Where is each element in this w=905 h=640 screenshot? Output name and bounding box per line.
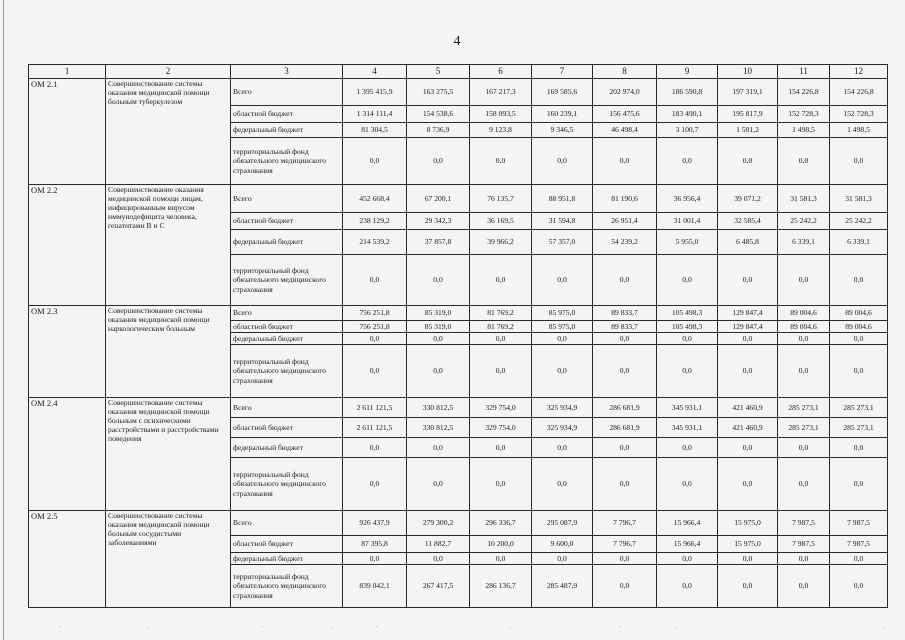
funding-source: территориальный фонд обязательного медицинского страхования [231, 458, 343, 511]
value-cell: 46 498,4 [593, 123, 657, 138]
column-header-3: 3 [231, 65, 343, 79]
value-cell: 156 475,6 [593, 106, 657, 123]
funding-source: федеральный бюджет [231, 438, 343, 458]
value-cell: 15 966,4 [657, 536, 718, 553]
value-cell: 15 975,0 [718, 536, 778, 553]
value-cell: 89 004,6 [778, 306, 830, 321]
funding-source: Всего [231, 306, 343, 321]
value-cell: 0,0 [470, 255, 532, 306]
value-cell: 154 538,6 [407, 106, 470, 123]
value-cell: 286 681,9 [593, 418, 657, 438]
value-cell: 7 796,7 [593, 511, 657, 536]
value-cell: 202 974,0 [593, 79, 657, 106]
value-cell: 89 833,7 [593, 321, 657, 333]
measure-code: ОМ 2.3 [29, 306, 106, 398]
value-cell: 81 190,6 [593, 185, 657, 213]
value-cell: 37 857,8 [407, 230, 470, 255]
value-cell: 0,0 [830, 345, 888, 398]
value-cell: 0,0 [407, 138, 470, 185]
value-cell: 32 585,4 [718, 213, 778, 230]
value-cell: 0,0 [718, 138, 778, 185]
value-cell: 39 966,2 [470, 230, 532, 255]
value-cell: 0,0 [593, 138, 657, 185]
value-cell: 0,0 [407, 458, 470, 511]
value-cell: 15 975,0 [718, 511, 778, 536]
scan-artifacts [0, 624, 905, 632]
table-row [29, 306, 888, 321]
value-cell: 0,0 [830, 553, 888, 565]
value-cell: 286 136,7 [470, 565, 532, 608]
funding-source: Всего [231, 185, 343, 213]
value-cell: 0,0 [407, 333, 470, 345]
value-cell: 81 304,5 [343, 123, 407, 138]
value-cell: 295 087,9 [532, 511, 593, 536]
value-cell: 0,0 [657, 458, 718, 511]
funding-source: территориальный фонд обязательного медицинского страхования [231, 138, 343, 185]
column-header-10: 10 [718, 65, 778, 79]
column-header-9: 9 [657, 65, 718, 79]
value-cell: 214 539,2 [343, 230, 407, 255]
value-cell: 36 956,4 [657, 185, 718, 213]
value-cell: 0,0 [778, 438, 830, 458]
value-cell: 85 319,0 [407, 321, 470, 333]
value-cell: 345 931,1 [657, 398, 718, 418]
value-cell: 0,0 [830, 333, 888, 345]
value-cell: 452 668,4 [343, 185, 407, 213]
table-row [29, 398, 888, 418]
value-cell: 6 339,1 [778, 230, 830, 255]
measure-name: Совершенствование системы оказания медицинской помощи наркологическим больным [106, 306, 231, 398]
funding-source: областной бюджет [231, 321, 343, 333]
value-cell: 756 251,8 [343, 306, 407, 321]
value-cell: 0,0 [718, 458, 778, 511]
value-cell: 57 357,0 [532, 230, 593, 255]
value-cell: 0,0 [778, 553, 830, 565]
value-cell: 0,0 [593, 553, 657, 565]
measure-code: ОМ 2.5 [29, 511, 106, 608]
value-cell: 325 934,9 [532, 418, 593, 438]
measure-code: ОМ 2.1 [29, 79, 106, 185]
value-cell: 129 847,4 [718, 306, 778, 321]
value-cell: 0,0 [657, 345, 718, 398]
value-cell: 0,0 [830, 458, 888, 511]
value-cell: 2 611 121,5 [343, 398, 407, 418]
value-cell: 0,0 [532, 438, 593, 458]
value-cell: 0,0 [343, 438, 407, 458]
page-edge-line [3, 0, 4, 640]
value-cell: 89 004,6 [830, 321, 888, 333]
value-cell: 3 100,7 [657, 123, 718, 138]
value-cell: 0,0 [470, 458, 532, 511]
table-row [29, 79, 888, 106]
value-cell: 330 812,5 [407, 418, 470, 438]
value-cell: 9 346,5 [532, 123, 593, 138]
table-header-row [29, 65, 888, 79]
value-cell: 6 485,8 [718, 230, 778, 255]
value-cell: 279 300,2 [407, 511, 470, 536]
value-cell: 154 226,8 [830, 79, 888, 106]
measure-name: Совершенствование системы оказания медицинской помощи больным с психическими расстройствами и расстройствами поведения [106, 398, 231, 511]
value-cell: 0,0 [532, 333, 593, 345]
value-cell: 39 071,2 [718, 185, 778, 213]
value-cell: 29 342,3 [407, 213, 470, 230]
value-cell: 0,0 [343, 553, 407, 565]
value-cell: 0,0 [470, 138, 532, 185]
value-cell: 421 460,9 [718, 418, 778, 438]
value-cell: 0,0 [470, 553, 532, 565]
measure-code: ОМ 2.4 [29, 398, 106, 511]
column-header-5: 5 [407, 65, 470, 79]
value-cell: 163 275,5 [407, 79, 470, 106]
value-cell: 81 769,2 [470, 306, 532, 321]
value-cell: 7 796,7 [593, 536, 657, 553]
value-cell: 7 987,5 [830, 536, 888, 553]
column-header-4: 4 [343, 65, 407, 79]
value-cell: 183 490,1 [657, 106, 718, 123]
value-cell: 0,0 [718, 438, 778, 458]
value-cell: 31 001,4 [657, 213, 718, 230]
value-cell: 0,0 [778, 333, 830, 345]
value-cell: 25 242,2 [830, 213, 888, 230]
measure-code: ОМ 2.2 [29, 185, 106, 306]
value-cell: 0,0 [830, 255, 888, 306]
value-cell: 0,0 [778, 255, 830, 306]
value-cell: 31 581,3 [830, 185, 888, 213]
value-cell: 0,0 [830, 138, 888, 185]
value-cell: 11 882,7 [407, 536, 470, 553]
table-body [29, 79, 888, 608]
value-cell: 329 754,0 [470, 398, 532, 418]
value-cell: 85 319,0 [407, 306, 470, 321]
value-cell: 0,0 [657, 138, 718, 185]
value-cell: 0,0 [657, 333, 718, 345]
value-cell: 26 951,4 [593, 213, 657, 230]
value-cell: 1 498,5 [830, 123, 888, 138]
value-cell: 0,0 [532, 138, 593, 185]
value-cell: 0,0 [532, 255, 593, 306]
value-cell: 169 585,6 [532, 79, 593, 106]
value-cell: 85 975,0 [532, 321, 593, 333]
value-cell: 0,0 [470, 438, 532, 458]
funding-source: областной бюджет [231, 213, 343, 230]
value-cell: 0,0 [593, 438, 657, 458]
value-cell: 1 501,2 [718, 123, 778, 138]
value-cell: 87 395,8 [343, 536, 407, 553]
value-cell: 267 417,5 [407, 565, 470, 608]
value-cell: 10 200,0 [470, 536, 532, 553]
value-cell: 285 487,9 [532, 565, 593, 608]
value-cell: 89 004,6 [778, 321, 830, 333]
value-cell: 1 314 111,4 [343, 106, 407, 123]
value-cell: 167 217,3 [470, 79, 532, 106]
column-header-6: 6 [470, 65, 532, 79]
value-cell: 0,0 [830, 438, 888, 458]
value-cell: 195 817,9 [718, 106, 778, 123]
value-cell: 9 123,8 [470, 123, 532, 138]
value-cell: 0,0 [407, 255, 470, 306]
column-header-2: 2 [106, 65, 231, 79]
value-cell: 88 951,8 [532, 185, 593, 213]
value-cell: 0,0 [778, 345, 830, 398]
value-cell: 0,0 [593, 458, 657, 511]
value-cell: 421 460,9 [718, 398, 778, 418]
value-cell: 158 093,5 [470, 106, 532, 123]
funding-source: областной бюджет [231, 536, 343, 553]
value-cell: 0,0 [778, 565, 830, 608]
value-cell: 6 339,1 [830, 230, 888, 255]
value-cell: 285 273,1 [778, 398, 830, 418]
value-cell: 186 590,8 [657, 79, 718, 106]
value-cell: 0,0 [470, 345, 532, 398]
value-cell: 0,0 [407, 553, 470, 565]
value-cell: 0,0 [470, 333, 532, 345]
funding-source: областной бюджет [231, 106, 343, 123]
value-cell: 81 769,2 [470, 321, 532, 333]
value-cell: 238 129,2 [343, 213, 407, 230]
value-cell: 152 728,3 [778, 106, 830, 123]
value-cell: 7 987,5 [778, 511, 830, 536]
funding-source: Всего [231, 79, 343, 106]
value-cell: 0,0 [593, 565, 657, 608]
value-cell: 85 975,0 [532, 306, 593, 321]
column-header-7: 7 [532, 65, 593, 79]
value-cell: 0,0 [343, 458, 407, 511]
value-cell: 67 200,1 [407, 185, 470, 213]
value-cell: 1 395 415,9 [343, 79, 407, 106]
column-header-11: 11 [778, 65, 830, 79]
value-cell: 0,0 [718, 255, 778, 306]
funding-source: федеральный бюджет [231, 230, 343, 255]
value-cell: 839 042,1 [343, 565, 407, 608]
value-cell: 285 273,1 [830, 398, 888, 418]
value-cell: 0,0 [830, 565, 888, 608]
value-cell: 0,0 [718, 345, 778, 398]
funding-source: федеральный бюджет [231, 123, 343, 138]
funding-source: областной бюджет [231, 418, 343, 438]
value-cell: 0,0 [718, 553, 778, 565]
value-cell: 0,0 [657, 553, 718, 565]
value-cell: 756 251,8 [343, 321, 407, 333]
value-cell: 926 437,9 [343, 511, 407, 536]
value-cell: 76 135,7 [470, 185, 532, 213]
value-cell: 0,0 [593, 333, 657, 345]
column-header-12: 12 [830, 65, 888, 79]
funding-source: Всего [231, 398, 343, 418]
value-cell: 31 581,3 [778, 185, 830, 213]
funding-source: Всего [231, 511, 343, 536]
value-cell: 0,0 [532, 553, 593, 565]
funding-source: территориальный фонд обязательного медицинского страхования [231, 565, 343, 608]
column-header-8: 8 [593, 65, 657, 79]
value-cell: 0,0 [407, 438, 470, 458]
value-cell: 154 226,8 [778, 79, 830, 106]
value-cell: 345 931,1 [657, 418, 718, 438]
value-cell: 0,0 [343, 138, 407, 185]
value-cell: 89 833,7 [593, 306, 657, 321]
value-cell: 9 600,0 [532, 536, 593, 553]
value-cell: 0,0 [343, 345, 407, 398]
value-cell: 325 934,9 [532, 398, 593, 418]
value-cell: 0,0 [718, 333, 778, 345]
value-cell: 0,0 [778, 458, 830, 511]
measure-name: Совершенствование системы оказания медицинской помощи больным сосудистыми заболеваниями [106, 511, 231, 608]
value-cell: 105 498,3 [657, 306, 718, 321]
value-cell: 0,0 [593, 255, 657, 306]
value-cell: 197 319,1 [718, 79, 778, 106]
value-cell: 8 736,9 [407, 123, 470, 138]
value-cell: 2 611 121,5 [343, 418, 407, 438]
value-cell: 0,0 [657, 255, 718, 306]
value-cell: 329 754,0 [470, 418, 532, 438]
value-cell: 54 239,2 [593, 230, 657, 255]
value-cell: 0,0 [532, 458, 593, 511]
value-cell: 330 812,5 [407, 398, 470, 418]
value-cell: 0,0 [532, 345, 593, 398]
value-cell: 1 498,5 [778, 123, 830, 138]
value-cell: 31 594,8 [532, 213, 593, 230]
budget-table [28, 64, 888, 608]
value-cell: 286 681,9 [593, 398, 657, 418]
value-cell: 25 242,2 [778, 213, 830, 230]
value-cell: 89 004,6 [830, 306, 888, 321]
value-cell: 15 966,4 [657, 511, 718, 536]
value-cell: 296 336,7 [470, 511, 532, 536]
value-cell: 7 987,5 [778, 536, 830, 553]
value-cell: 129 847,4 [718, 321, 778, 333]
value-cell: 7 987,5 [830, 511, 888, 536]
value-cell: 160 239,1 [532, 106, 593, 123]
value-cell: 0,0 [718, 565, 778, 608]
measure-name: Совершенствование системы оказания медицинской помощи больным туберкулезом [106, 79, 231, 185]
measure-name: Совершенствование оказания медицинской помощи лицам, инфицированным вирусом иммунодефицита человека, гепатитами В и С [106, 185, 231, 306]
value-cell: 0,0 [778, 138, 830, 185]
table-row [29, 511, 888, 536]
value-cell: 36 169,5 [470, 213, 532, 230]
value-cell: 285 273,1 [778, 418, 830, 438]
value-cell: 285 273,1 [830, 418, 888, 438]
column-header-1: 1 [29, 65, 106, 79]
table-row [29, 185, 888, 213]
value-cell: 0,0 [593, 345, 657, 398]
value-cell: 0,0 [657, 565, 718, 608]
funding-source: федеральный бюджет [231, 333, 343, 345]
funding-source: территориальный фонд обязательного медицинского страхования [231, 345, 343, 398]
value-cell: 0,0 [657, 438, 718, 458]
value-cell: 152 728,3 [830, 106, 888, 123]
funding-source: территориальный фонд обязательного медицинского страхования [231, 255, 343, 306]
value-cell: 0,0 [343, 333, 407, 345]
funding-source: федеральный бюджет [231, 553, 343, 565]
value-cell: 0,0 [407, 345, 470, 398]
value-cell: 105 498,3 [657, 321, 718, 333]
value-cell: 0,0 [343, 255, 407, 306]
value-cell: 5 955,0 [657, 230, 718, 255]
page-number: 4 [453, 34, 461, 49]
